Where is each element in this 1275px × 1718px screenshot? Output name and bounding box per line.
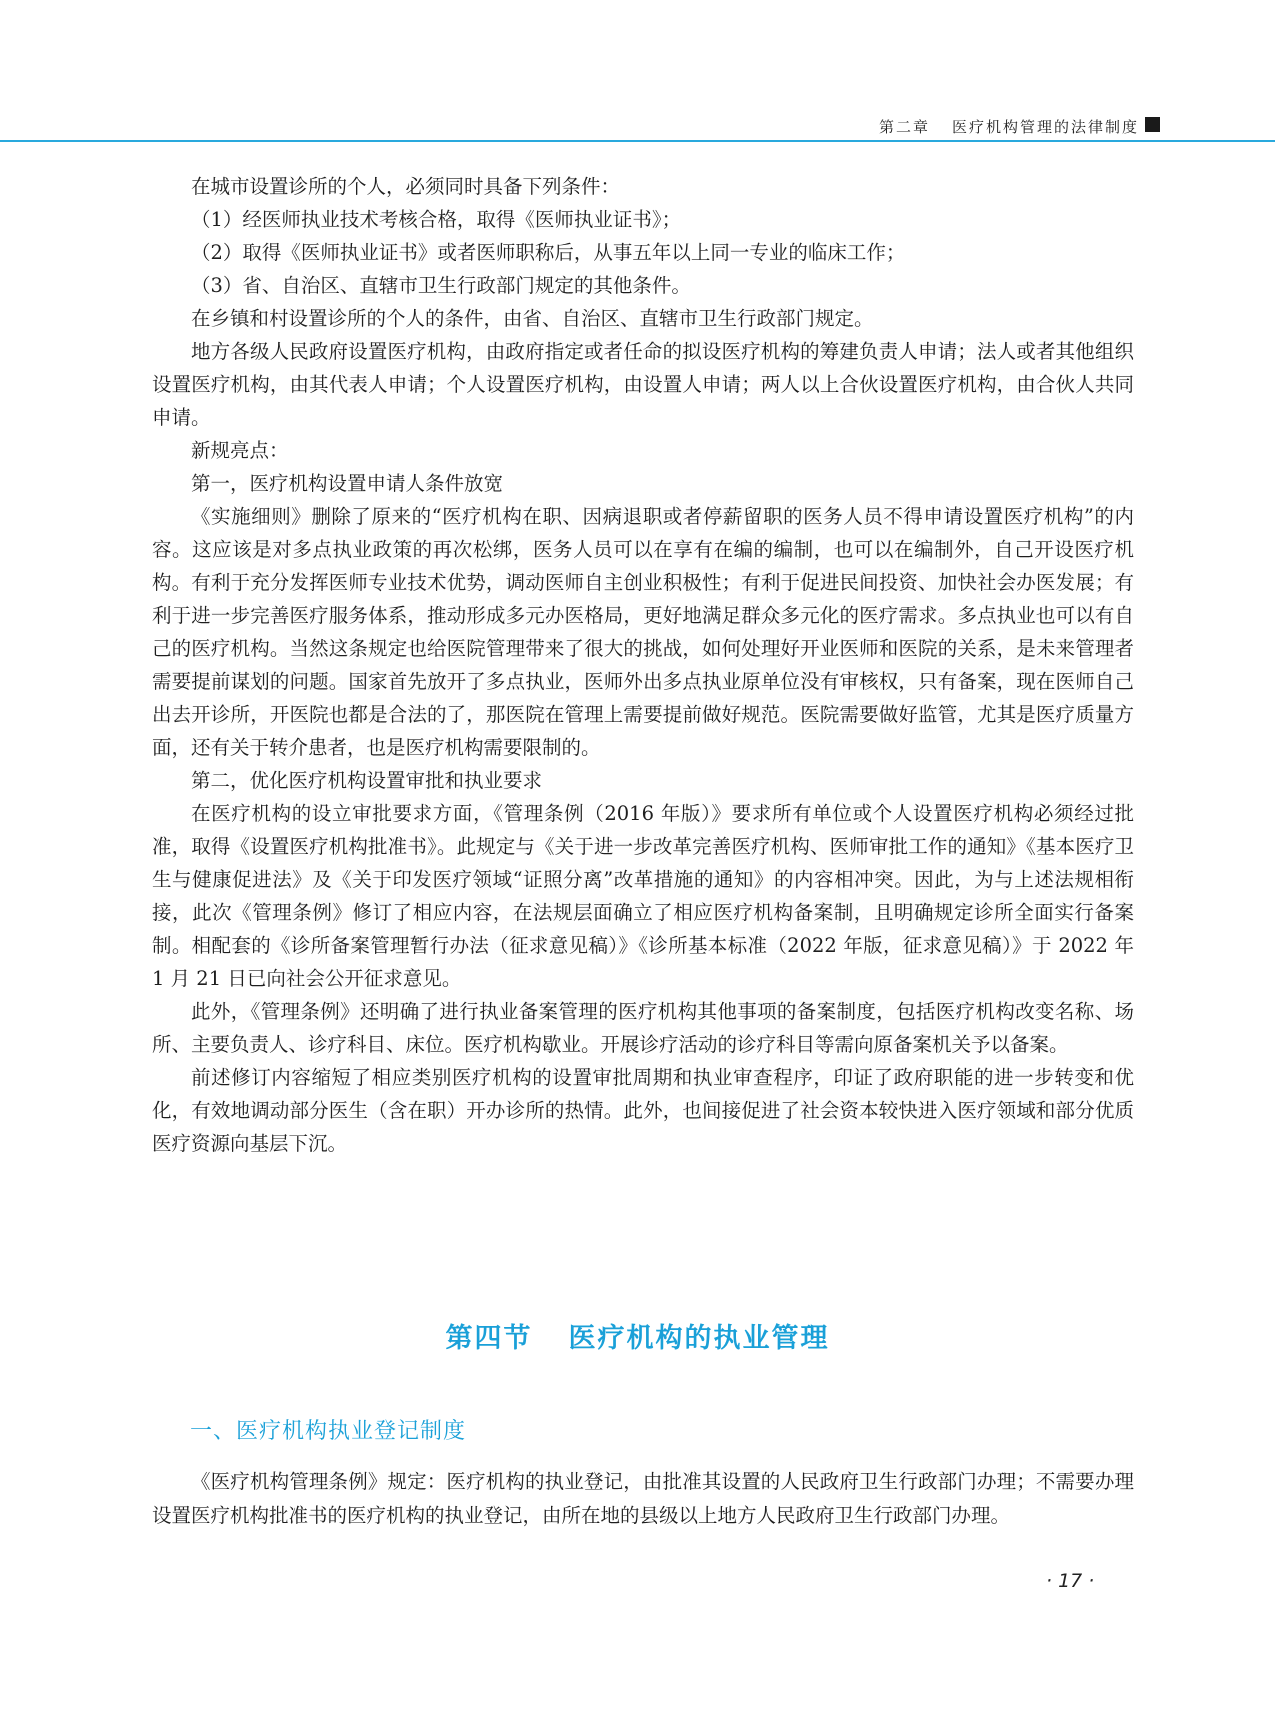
chapter-title: 医疗机构管理的法律制度: [951, 118, 1139, 136]
body-text-section: [152, 1465, 1134, 1533]
header-rule: [0, 140, 1275, 142]
paragraph: 在医疗机构的设立审批要求方面，《管理条例（2016 年版）》要求所有单位或个人设置医疗机构必须经过批准，取得《设置医疗机构批准书》。此规定与《关于进一步改革完善医疗机构、医师审批工作的通知》《基本医疗卫生与健康促进法》及《关于印发医疗领域“证照分离”改革措施的通知》的内容相冲突。因此，为与上述法规相衔接，此次《管理条例》修订了相应内容，在法规层面确立了相应医疗机构备案制，且明确规定诊所全面实行备案制。相配套的《诊所备案管理暂行办法（征求意见稿）》《诊所基本标准（2022 年版，征求意见稿）》于 2022 年 1 月 21 日已向社会公开征求意见。: [152, 802, 1134, 990]
paragraph: 地方各级人民政府设置医疗机构，由政府指定或者任命的拟设医疗机构的筹建负责人申请；法人或者其他组织设置医疗机构，由其代表人申请；个人设置医疗机构，由设置人申请；两人以上合伙设置医疗机构，由合伙人共同申请。: [152, 340, 1134, 429]
section-title: 医疗机构的执业管理: [568, 1323, 830, 1354]
header-square-marker: [1145, 117, 1160, 132]
paragraph: 前述修订内容缩短了相应类别医疗机构的设置审批周期和执业审查程序，印证了政府职能的进一步转变和优化，有效地调动部分医生（含在职）开办诊所的热情。此外，也间接促进了社会资本较快进入医疗领域和部分优质医疗资源向基层下沉。: [152, 1066, 1134, 1155]
section-number: 第四节: [445, 1323, 533, 1354]
paragraph: 第一，医疗机构设置申请人条件放宽: [191, 472, 504, 495]
paragraph: （2）取得《医师执业证书》或者医师职称后，从事五年以上同一专业的临床工作；: [191, 241, 906, 264]
section-heading: [0, 1316, 1275, 1355]
paragraph: 新规亮点：: [191, 439, 289, 462]
paragraph: 此外，《管理条例》还明确了进行执业备案管理的医疗机构其他事项的备案制度，包括医疗机构改变名称、场所、主要负责人、诊疗科目、床位。医疗机构歇业。开展诊疗活动的诊疗科目等需向原备案机关予以备案。: [152, 1000, 1134, 1056]
paragraph: 第二，优化医疗机构设置审批和执业要求: [191, 769, 543, 792]
paragraph: （3）省、自治区、直辖市卫生行政部门规定的其他条件。: [191, 274, 691, 297]
paragraph: 《医疗机构管理条例》规定：医疗机构的执业登记，由批准其设置的人民政府卫生行政部门办理；不需要办理设置医疗机构批准书的医疗机构的执业登记，由所在地的县级以上地方人民政府卫生行政部门办理。: [152, 1470, 1134, 1527]
body-text: [152, 170, 1134, 1160]
chapter-label: 第二章: [878, 118, 930, 136]
page-number: · 17 ·: [1046, 1570, 1095, 1592]
paragraph: 在乡镇和村设置诊所的个人的条件，由省、自治区、直辖市卫生行政部门规定。: [191, 307, 874, 330]
paragraph: （1）经医师执业技术考核合格，取得《医师执业证书》；: [191, 208, 682, 231]
subsection-heading: 一、医疗机构执业登记制度: [190, 1419, 467, 1444]
paragraph: 在城市设置诊所的个人，必须同时具备下列条件：: [191, 175, 621, 198]
running-header: [879, 116, 1139, 137]
page-header: [0, 0, 1275, 143]
paragraph: 《实施细则》删除了原来的“医疗机构在职、因病退职或者停薪留职的医务人员不得申请设置医疗机构”的内容。这应该是对多点执业政策的再次松绑，医务人员可以在享有在编的编制，也可以在编制外，自己开设医疗机构。有利于充分发挥医师专业技术优势，调动医师自主创业积极性；有利于促进民间投资、加快社会办医发展；有利于进一步完善医疗服务体系，推动形成多元办医格局，更好地满足群众多元化的医疗需求。多点执业也可以有自己的医疗机构。当然这条规定也给医院管理带来了很大的挑战，如何处理好开业医师和医院的关系，是未来管理者需要提前谋划的问题。国家首先放开了多点执业，医师外出多点执业原单位没有审核权，只有备案，现在医师自己出去开诊所，开医院也都是合法的了，那医院在管理上需要提前做好规范。医院需要做好监管，尤其是医疗质量方面，还有关于转介患者，也是医疗机构需要限制的。: [152, 505, 1134, 759]
